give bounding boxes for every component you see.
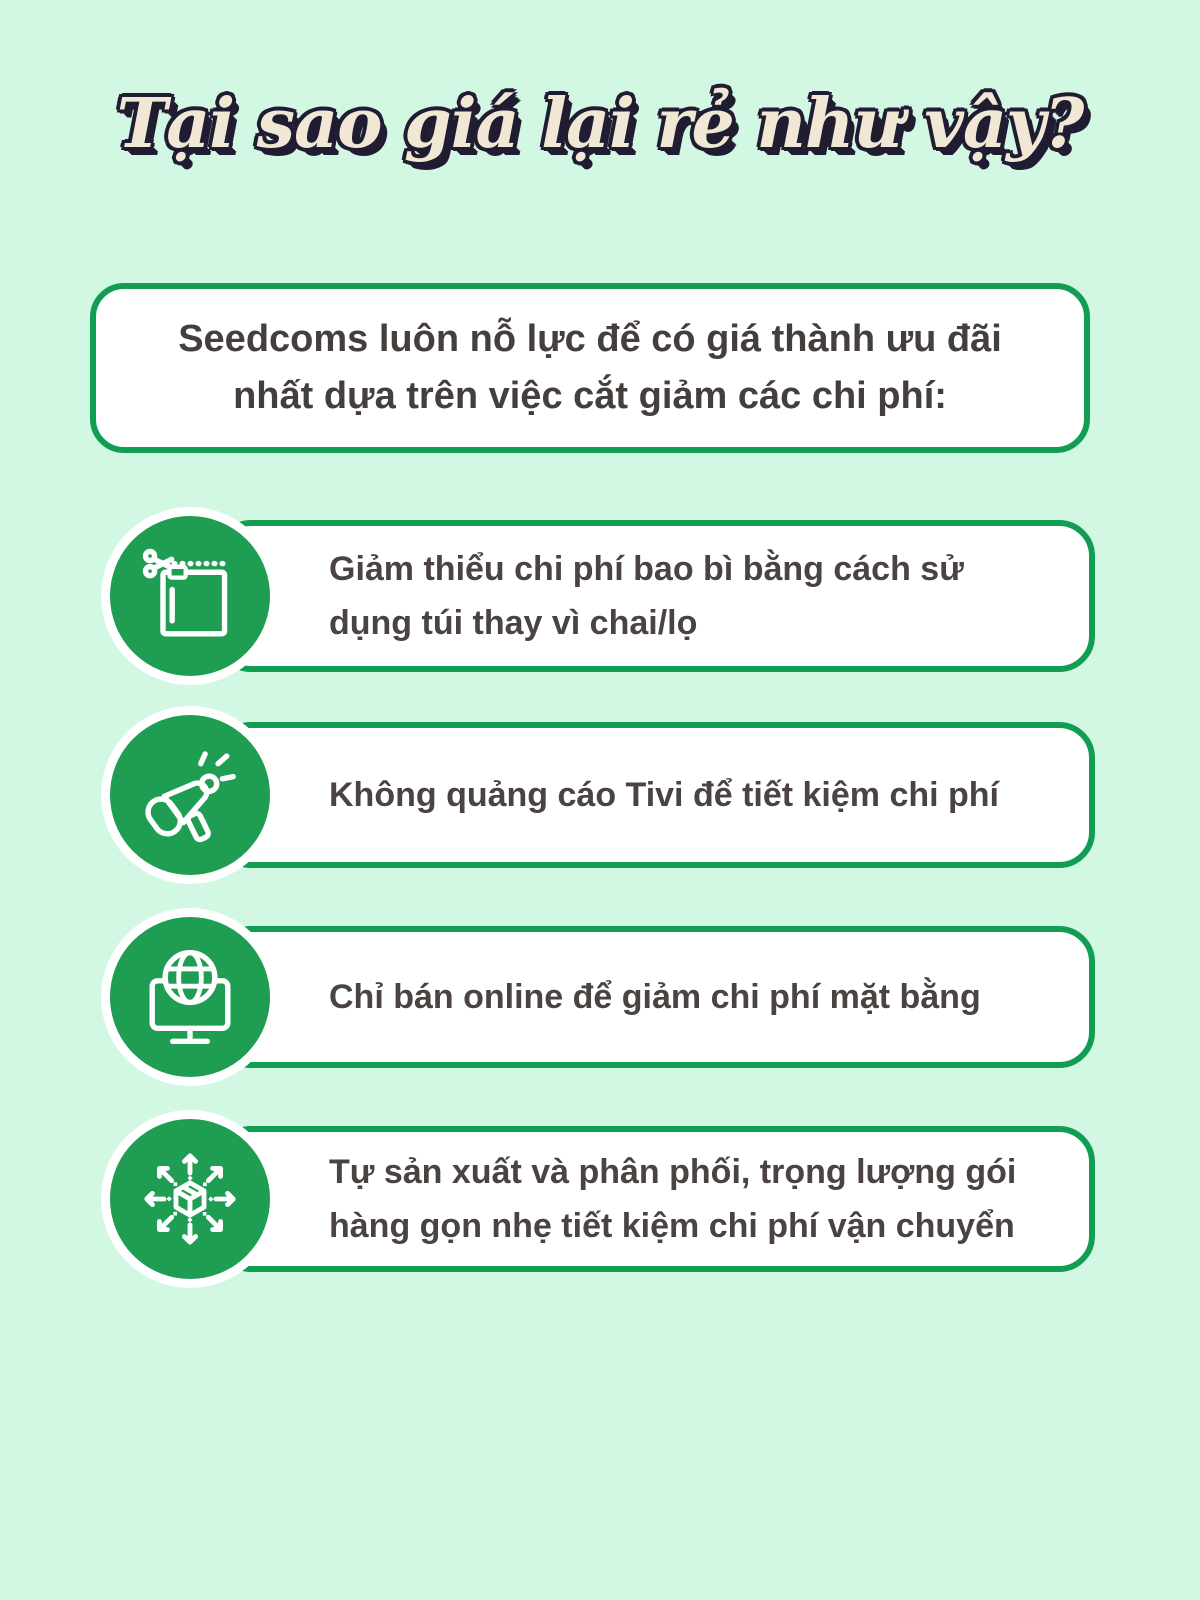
feature-card-distribution — [215, 1126, 1095, 1272]
feature-card-packaging — [215, 520, 1095, 672]
online-monitor-globe-icon — [136, 943, 244, 1051]
intro-card — [90, 283, 1090, 453]
feature-text: Không quảng cáo Tivi để tiết kiệm chi phí — [329, 775, 1000, 814]
feature-card-advertising — [215, 722, 1095, 868]
feature-text: Tự sản xuất và phân phối, trọng lượng gói hàng gọn nhẹ tiết kiệm chi phí vận chuyển — [329, 1152, 1017, 1245]
feature-badge-advertising — [101, 706, 279, 884]
feature-card-online — [215, 926, 1095, 1068]
megaphone-icon — [136, 741, 244, 849]
bag-scissors-icon — [136, 542, 244, 650]
feature-badge-distribution — [101, 1110, 279, 1288]
page-title: Tại sao giá lại rẻ như vậy? — [116, 84, 1084, 164]
feature-badge-packaging — [101, 507, 279, 685]
intro-text: Seedcoms luôn nỗ lực để có giá thành ưu đãi nhất dựa trên việc cắt giảm các chi phí: — [178, 318, 1002, 417]
feature-badge-online — [101, 908, 279, 1086]
distribution-box-icon — [136, 1145, 244, 1253]
feature-text: Giảm thiểu chi phí bao bì bằng cách sử dụng túi thay vì chai/lọ — [329, 549, 964, 642]
feature-text: Chỉ bán online để giảm chi phí mặt bằng — [329, 977, 981, 1016]
